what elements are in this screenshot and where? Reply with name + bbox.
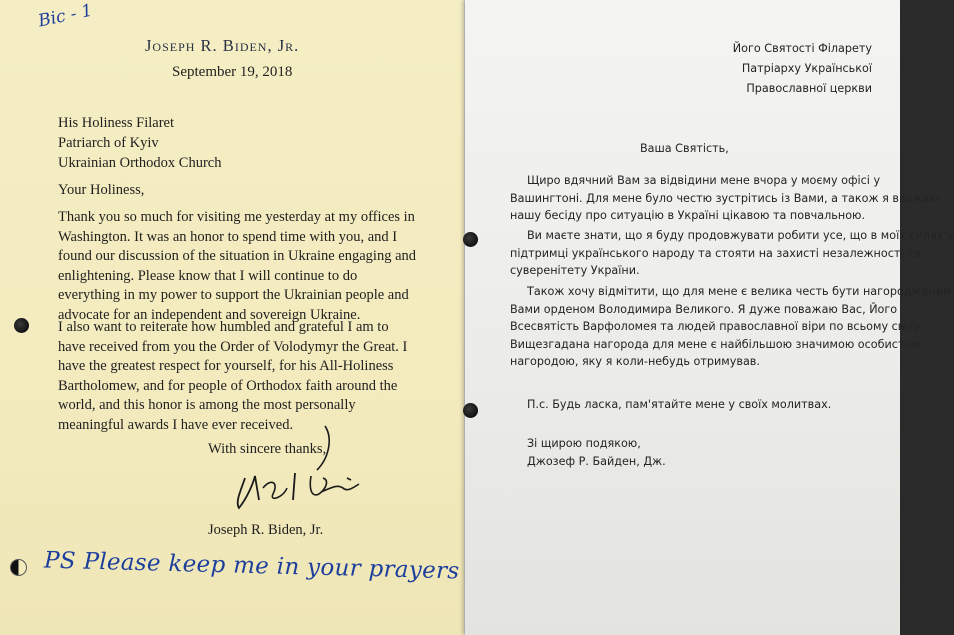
text-line: Thank you so much for visiting me yesterday at my offices in	[58, 209, 415, 225]
paragraph-1	[510, 172, 939, 225]
recipient-line-2: Patriarch of Kyiv	[58, 135, 159, 151]
recipient-line-1: His Holiness Filaret	[58, 115, 174, 131]
text-line: have the greatest respect for yourself, for his All-Holiness	[58, 358, 394, 374]
punch-hole	[463, 232, 478, 247]
letterhead: Joseph R. Biden, Jr.	[145, 36, 300, 55]
recipient-line-3: Православної церкви	[746, 82, 872, 95]
punch-hole	[463, 403, 478, 418]
letter-date: September 19, 2018	[172, 64, 293, 80]
text-line: Всесвятість Варфоломея та людей православної віри по всьому світу.	[510, 320, 925, 334]
text-line: Вашингтоні. Для мене було честю зустрітись із Вами, а також я вважаю	[510, 191, 939, 205]
text-line: everything in my power to support the Ukrainian people and	[58, 287, 409, 303]
postscript: П.с. Будь ласка, пам'ятайте мене у своїх молитвах.	[527, 398, 832, 411]
text-line: нашу бесіду про ситуацію в Україні цікавою та повчальною.	[510, 209, 866, 223]
text-line: found our discussion of the situation in Ukraine engaging and	[58, 248, 417, 264]
salutation: Ваша Святість,	[640, 142, 729, 155]
closing: With sincere thanks,	[208, 441, 327, 457]
text-line: Bartholomew, and for people of Orthodox faith around the	[58, 377, 398, 394]
signature	[225, 418, 375, 513]
recipient-line-1: Його Святості Філарету	[732, 42, 872, 55]
recipient-line-3: Ukrainian Orthodox Church	[58, 155, 222, 171]
handwritten-postscript: PS Please keep me in your prayers	[43, 547, 460, 585]
text-line: world, and this honor is among the most personally	[58, 397, 356, 413]
text-line: advocate for an independent and sovereign Ukraine.	[58, 306, 361, 323]
ukrainian-letter	[465, 0, 954, 635]
text-line: Також хочу відмітити, що для мене є велика честь бути нагородженим	[527, 285, 952, 298]
text-line: підтримці українського народу та стояти на захисті незалежності та	[510, 246, 921, 260]
text-line: Щиро вдячний Вам за відвідини мене вчора у моєму офісі у	[527, 174, 881, 187]
recipient-line-2: Патріарху Української	[741, 62, 872, 75]
text-line: Washington. It was an honor to spend time with you, and I	[58, 228, 398, 245]
salutation: Your Holiness,	[58, 182, 145, 198]
text-line: нагородою, яку я коли-небудь отримував.	[510, 355, 760, 369]
margin-note: Віс - 1	[36, 0, 95, 32]
text-line: Ви маєте знати, що я буду продовжувати робити усе, що в моїх силах у	[527, 229, 954, 242]
paragraph-3	[510, 283, 952, 371]
paragraph-2	[510, 227, 954, 280]
signer-name: Джозеф Р. Байден, Дж.	[527, 455, 666, 468]
text-line: I also want to reiterate how humbled and grateful I am to	[58, 319, 389, 335]
signer-name: Joseph R. Biden, Jr.	[208, 522, 324, 538]
text-line: суверенітету України.	[510, 264, 640, 278]
text-line: enlightening. Please know that I will continue to do	[58, 267, 358, 284]
closing: Зі щирою подякою,	[527, 437, 641, 450]
punch-hole	[14, 318, 29, 333]
paragraph-1	[58, 208, 417, 325]
text-line: have received from you the Order of Volodymyr the Great. I	[58, 338, 408, 355]
punch-hole	[10, 559, 27, 576]
english-letter	[0, 0, 468, 635]
text-line: Вищезгадана нагорода для мене є найбільшою значимою особистою	[510, 337, 921, 351]
text-line: meaningful awards I have ever received.	[58, 416, 294, 433]
text-line: Вами орденом Володимира Великого. Я дуже поважаю Вас, Його	[510, 302, 898, 316]
